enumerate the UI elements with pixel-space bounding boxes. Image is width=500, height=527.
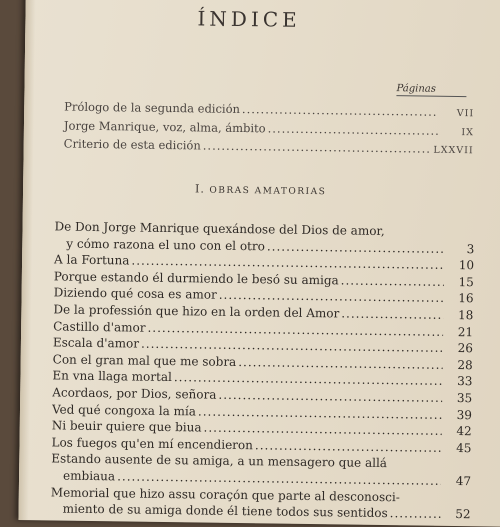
page-number: 18 (457, 308, 474, 323)
entry-title: Prólogo de la segunda edición (64, 99, 241, 116)
entry-title: En vna llaga mortal (52, 368, 172, 385)
dot-leader (341, 305, 443, 323)
page-number: 3 (466, 241, 475, 256)
entry-title: Con el gran mal que me sobra (52, 352, 237, 369)
entry-title: Escala d'amor (52, 335, 140, 351)
pages-label-rule (396, 95, 466, 97)
page-title: ÍNDICE (197, 6, 301, 32)
entry-title: Castillo d'amor (53, 318, 146, 335)
entry-title-line: De Don Jorge Manrique quexándose del Dios de amor, (54, 219, 385, 239)
entry-title-line: Estando ausente de su amiga, a un mensagero que allá (51, 451, 388, 471)
toc-list (51, 218, 475, 523)
page-gutter (18, 0, 36, 520)
entry-title: y cómo razona el uno con el otro (66, 236, 266, 253)
entry-title: miento de su amiga donde él tiene todos sus sentidos (62, 501, 388, 521)
toc-entry (51, 484, 471, 523)
page-number: 26 (457, 341, 473, 356)
page-number: 21 (457, 324, 474, 339)
entry-title: Criterio de esta edición (63, 136, 201, 153)
page-number: VII (456, 108, 475, 120)
entry-title: A la Fortuna (54, 252, 130, 268)
page-number: IX (461, 126, 474, 138)
page-number: 39 (456, 407, 473, 422)
entry-title: embiaua (62, 468, 116, 484)
page-number: 45 (456, 440, 472, 455)
page-number: 35 (456, 390, 473, 406)
page-number: 33 (457, 374, 473, 389)
front-matter-list (64, 99, 475, 160)
entry-title: De la professión que hizo en la orden del Amor (53, 302, 340, 321)
section-heading (195, 182, 326, 197)
toc-entry (51, 451, 471, 490)
section-title: OBRAS AMATORIAS (209, 185, 327, 198)
book-page (18, 0, 500, 527)
dot-leader (203, 137, 432, 158)
page-number: 10 (458, 258, 475, 273)
pages-column-label: Páginas (396, 83, 436, 95)
section-number: I. (195, 182, 206, 196)
entry-title: Ved qué congoxa la mía (51, 401, 197, 418)
dot-leader (390, 505, 441, 522)
entry-title: Los fuegos qu'en mí encendieron (51, 435, 254, 452)
dot-leader (268, 120, 439, 140)
entry-title: Ni beuir quiere que biua (51, 418, 202, 435)
entry-title: Diziendo qué cosa es amor (53, 285, 217, 303)
dot-leader (341, 272, 444, 290)
page-number: LXXVII (433, 144, 474, 157)
dot-leader (242, 101, 438, 121)
entry-title: Acordaos, por Dios, señora (52, 385, 217, 402)
page-number: 52 (455, 507, 471, 522)
page-number: 47 (455, 473, 472, 489)
page-number: 28 (457, 357, 473, 373)
entry-title: Jorge Manrique, voz, alma, ámbito (63, 118, 266, 135)
page-number: 16 (458, 291, 474, 306)
entry-title: Porque estando él durmiendo le besó su amiga (53, 269, 339, 288)
page-number: 42 (456, 424, 472, 439)
page-number: 15 (458, 274, 474, 290)
entry-title-line: Memorial que hizo assu coraçón que parte al desconosci- (50, 484, 400, 504)
